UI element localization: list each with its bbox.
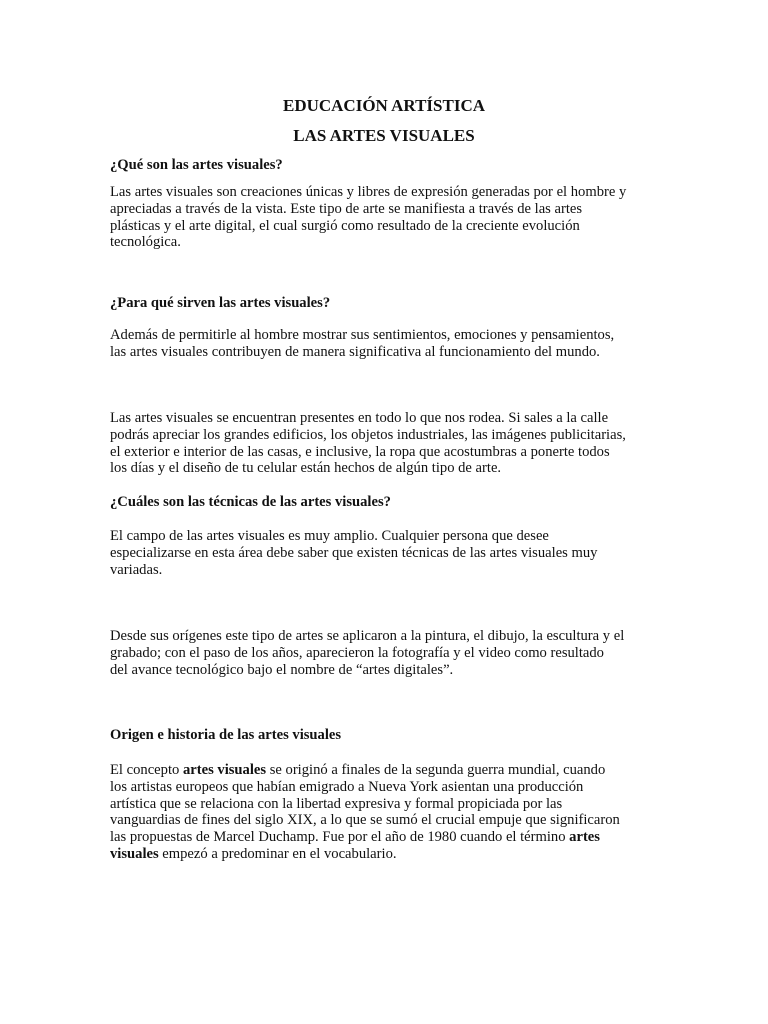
paragraph-tecnicas-1 (110, 528, 670, 578)
paragraph-line: los artistas europeos que habían emigrado a Nueva York asientan una producción (110, 778, 584, 795)
paragraph-tecnicas-2 (110, 628, 670, 678)
paragraph-que-son (110, 184, 670, 251)
paragraph-line: podrás apreciar los grandes edificios, los objetos industriales, las imágenes publicitarias, (110, 426, 626, 443)
paragraph-line (110, 846, 670, 863)
section-heading-para-que: ¿Para qué sirven las artes visuales? (110, 295, 331, 311)
paragraph-line: artística que se relaciona con la libertad expresiva y formal propiciada por las (110, 795, 563, 812)
paragraph-line: el exterior e interior de las casas, e inclusive, la ropa que acostumbras a ponerte todos (110, 443, 610, 460)
bold-term: artes visuales (182, 762, 267, 778)
paragraph-line (110, 829, 670, 846)
section-heading-que-son: ¿Qué son las artes visuales? (110, 157, 283, 173)
text-run: se originó a finales de la segunda guerra mundial, cuando (266, 762, 606, 778)
paragraph-line: plásticas y el arte digital, el cual surgió como resultado de la creciente evolución (110, 217, 580, 234)
document-subtitle: LAS ARTES VISUALES (293, 126, 475, 145)
paragraph-para-que-2 (110, 410, 670, 477)
paragraph-line: especializarse en esta área debe saber que existen técnicas de las artes visuales muy (110, 544, 598, 561)
paragraph-line: Las artes visuales se encuentran presentes en todo lo que nos rodea. Si sales a la calle (110, 410, 609, 426)
section-heading-origen: Origen e historia de las artes visuales (110, 727, 342, 743)
paragraph-line: Desde sus orígenes este tipo de artes se aplicaron a la pintura, el dibujo, la escultura y el (110, 628, 625, 644)
paragraph-para-que-1 (110, 327, 670, 361)
document-title: EDUCACIÓN ARTÍSTICA (282, 96, 486, 115)
text-run: empezó a predominar en el vocabulario. (158, 845, 397, 862)
section-heading-tecnicas: ¿Cuáles son las técnicas de las artes visuales? (110, 494, 391, 510)
paragraph-line: Las artes visuales son creaciones únicas y libres de expresión generadas por el hombre y (110, 184, 627, 200)
paragraph-line: apreciadas a través de la vista. Este tipo de arte se manifiesta a través de las artes (110, 200, 583, 217)
bold-term: artes (569, 829, 600, 846)
paragraph-line: variadas. (110, 561, 163, 578)
paragraph-line: tecnológica. (110, 234, 181, 251)
paragraph-line: las artes visuales contribuyen de manera significativa al funcionamiento del mundo. (110, 343, 600, 360)
paragraph-line: grabado; con el paso de los años, aparecieron la fotografía y el video como resultado (110, 644, 604, 661)
paragraph-line: El campo de las artes visuales es muy amplio. Cualquier persona que desee (110, 528, 549, 544)
paragraph-line: del avance tecnológico bajo el nombre de “artes digitales”. (110, 661, 454, 678)
text-run: El concepto (110, 762, 183, 778)
paragraph-line: Además de permitirle al hombre mostrar sus sentimientos, emociones y pensamientos, (110, 327, 615, 343)
text-run: las propuestas de Marcel Duchamp. Fue por el año de 1980 cuando el término (110, 829, 570, 846)
paragraph-line (110, 762, 670, 779)
paragraph-origen (110, 762, 670, 863)
bold-term: visuales (110, 845, 159, 862)
paragraph-line: vanguardias de fines del siglo XIX, a lo que se sumó el crucial empuje que significaron (110, 812, 620, 829)
paragraph-line: los días y el diseño de tu celular están hechos de algún tipo de arte. (110, 460, 502, 477)
